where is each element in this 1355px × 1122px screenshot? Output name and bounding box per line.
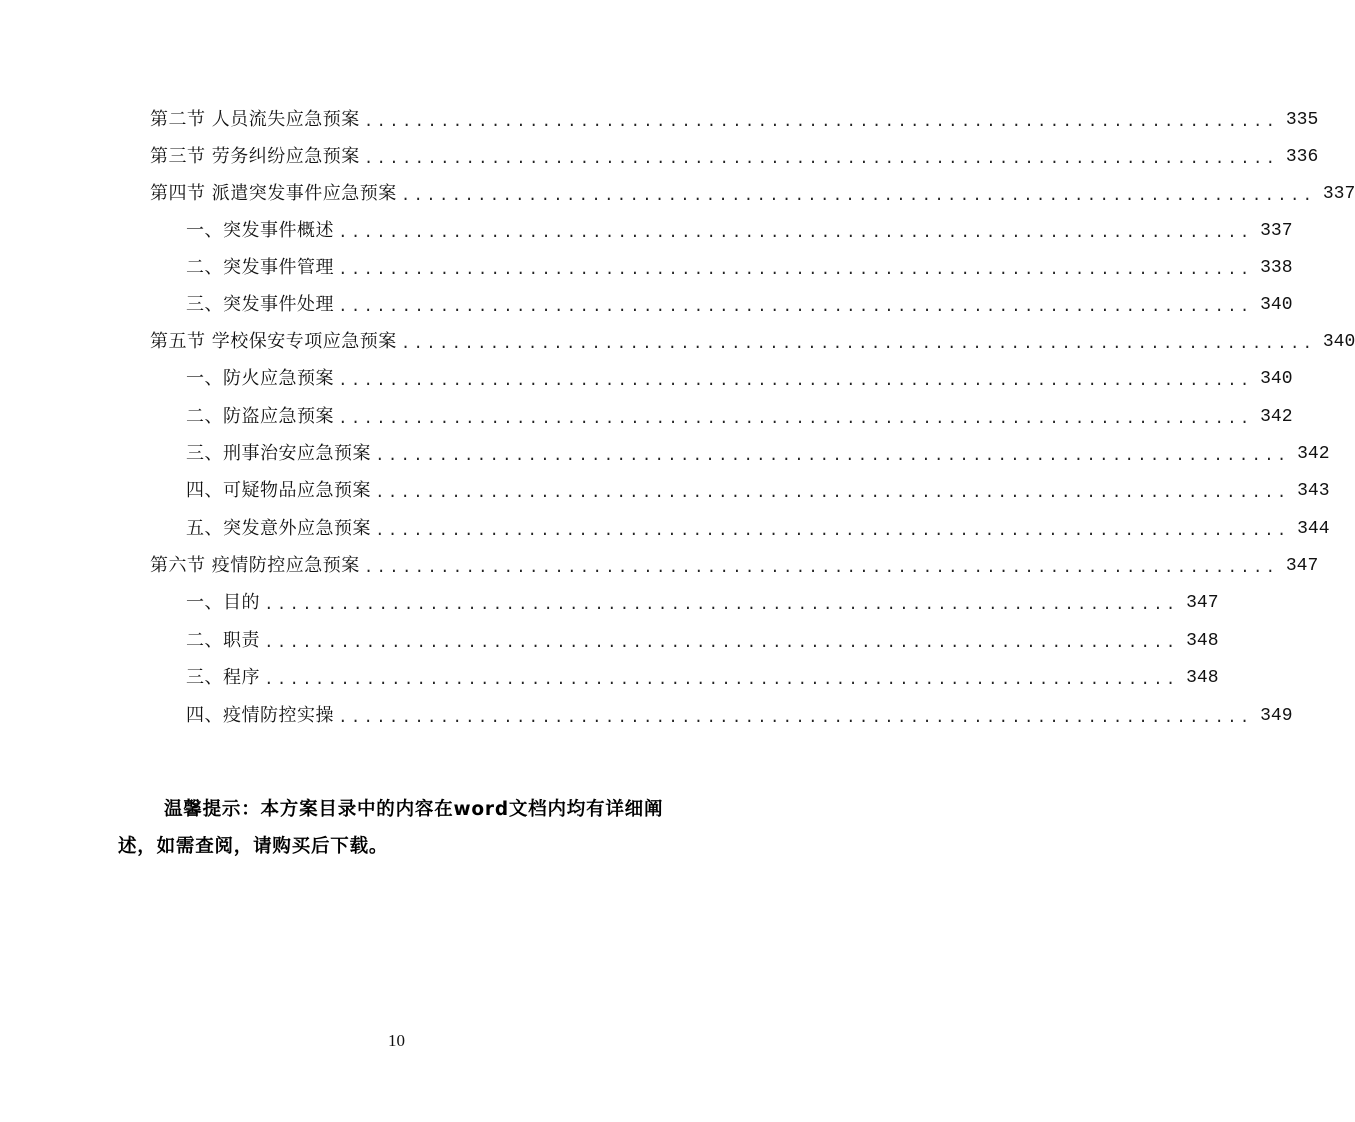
- toc-entry[interactable]: [186, 659, 1219, 696]
- toc-entry-label: 二、突发事件管理: [186, 256, 334, 278]
- toc-entry[interactable]: [186, 212, 1293, 249]
- page-number: 10: [388, 1031, 405, 1050]
- toc-page-number: 340: [1260, 294, 1293, 315]
- toc-dot-leader: ........................................................................: [338, 260, 1253, 279]
- toc-entry[interactable]: [186, 697, 1293, 734]
- toc-entry-label: 一、防火应急预案: [186, 367, 334, 389]
- toc-entry[interactable]: [150, 323, 1355, 360]
- toc-entry-label: 一、突发事件概述: [186, 219, 334, 241]
- toc-entry[interactable]: [186, 286, 1293, 323]
- toc-entry-label: 第四节 派遣突发事件应急预案: [150, 182, 397, 204]
- toc-entry[interactable]: [186, 360, 1293, 397]
- toc-dot-leader: ........................................................................: [363, 558, 1279, 577]
- toc-dot-leader: ........................................................................: [363, 112, 1279, 131]
- toc-dot-leader: ........................................................................: [264, 633, 1179, 652]
- toc-dot-leader: ........................................................................: [375, 521, 1290, 540]
- toc-page-number: 336: [1285, 146, 1319, 167]
- toc-entry[interactable]: [150, 175, 1355, 212]
- toc-entry[interactable]: [186, 622, 1219, 659]
- toc-dot-leader: ........................................................................: [375, 446, 1290, 465]
- toc-page-number: 342: [1297, 443, 1330, 464]
- toc-page-number: 337: [1260, 220, 1293, 241]
- toc-dot-leader: ........................................................................: [264, 670, 1179, 689]
- toc-entry-label: 第六节 疫情防控应急预案: [150, 554, 360, 576]
- toc-page-number: 348: [1186, 630, 1219, 651]
- toc-dot-leader: ........................................................................: [338, 708, 1253, 727]
- toc-dot-leader: ........................................................................: [375, 483, 1290, 502]
- toc-entry[interactable]: [150, 547, 1319, 584]
- toc-entry-label: 五、突发意外应急预案: [186, 517, 371, 539]
- toc-entry[interactable]: [186, 249, 1293, 286]
- toc-page-number: 337: [1322, 183, 1355, 204]
- toc-entry[interactable]: [150, 138, 1319, 175]
- toc-dot-leader: ........................................................................: [338, 297, 1253, 316]
- toc-entry-label: 二、职责: [186, 629, 260, 651]
- toc-page-number: 342: [1260, 406, 1293, 427]
- toc-page-number: 340: [1260, 368, 1293, 389]
- toc-entry[interactable]: [186, 584, 1219, 621]
- download-notice: 温馨提示：本方案目录中的内容在word文档内均有详细阐述，如需查阅，请购买后下载。: [118, 798, 664, 857]
- toc-dot-leader: ........................................................................: [338, 409, 1253, 428]
- toc-entry-label: 四、疫情防控实操: [186, 704, 334, 726]
- toc-page-number: 347: [1285, 555, 1319, 576]
- toc-entry-label: 第三节 劳务纠纷应急预案: [150, 145, 360, 167]
- toc-entry[interactable]: [186, 510, 1330, 547]
- toc-page-number: 340: [1322, 331, 1355, 352]
- toc-entry-label: 一、目的: [186, 591, 260, 613]
- toc-entry-label: 四、可疑物品应急预案: [186, 479, 371, 501]
- toc-entry-label: 第五节 学校保安专项应急预案: [150, 330, 397, 352]
- toc-entry-label: 三、突发事件处理: [186, 293, 334, 315]
- toc-dot-leader: ........................................................................: [400, 334, 1316, 353]
- toc-page-number: 344: [1297, 518, 1330, 539]
- toc-entry[interactable]: [186, 398, 1293, 435]
- toc-entry-label: 三、程序: [186, 666, 260, 688]
- toc-entry[interactable]: [186, 435, 1330, 472]
- toc-dot-leader: ........................................................................: [338, 371, 1253, 390]
- toc-page-number: 348: [1186, 667, 1219, 688]
- toc-page-number: 347: [1186, 592, 1219, 613]
- toc-entry[interactable]: [150, 101, 1319, 138]
- toc-page-number: 338: [1260, 257, 1293, 278]
- toc-dot-leader: ........................................................................: [338, 223, 1253, 242]
- toc-page-number: 343: [1297, 480, 1330, 501]
- toc-dot-leader: ........................................................................: [264, 595, 1179, 614]
- toc-entry[interactable]: [186, 472, 1330, 509]
- toc-entry-label: 三、刑事治安应急预案: [186, 442, 371, 464]
- toc-page-number: 335: [1285, 109, 1319, 130]
- toc-dot-leader: ........................................................................: [363, 149, 1279, 168]
- toc-dot-leader: ........................................................................: [400, 186, 1316, 205]
- toc-page-number: 349: [1260, 705, 1293, 726]
- toc-entry-label: 第二节 人员流失应急预案: [150, 108, 360, 130]
- toc-entry-label: 二、防盗应急预案: [186, 405, 334, 427]
